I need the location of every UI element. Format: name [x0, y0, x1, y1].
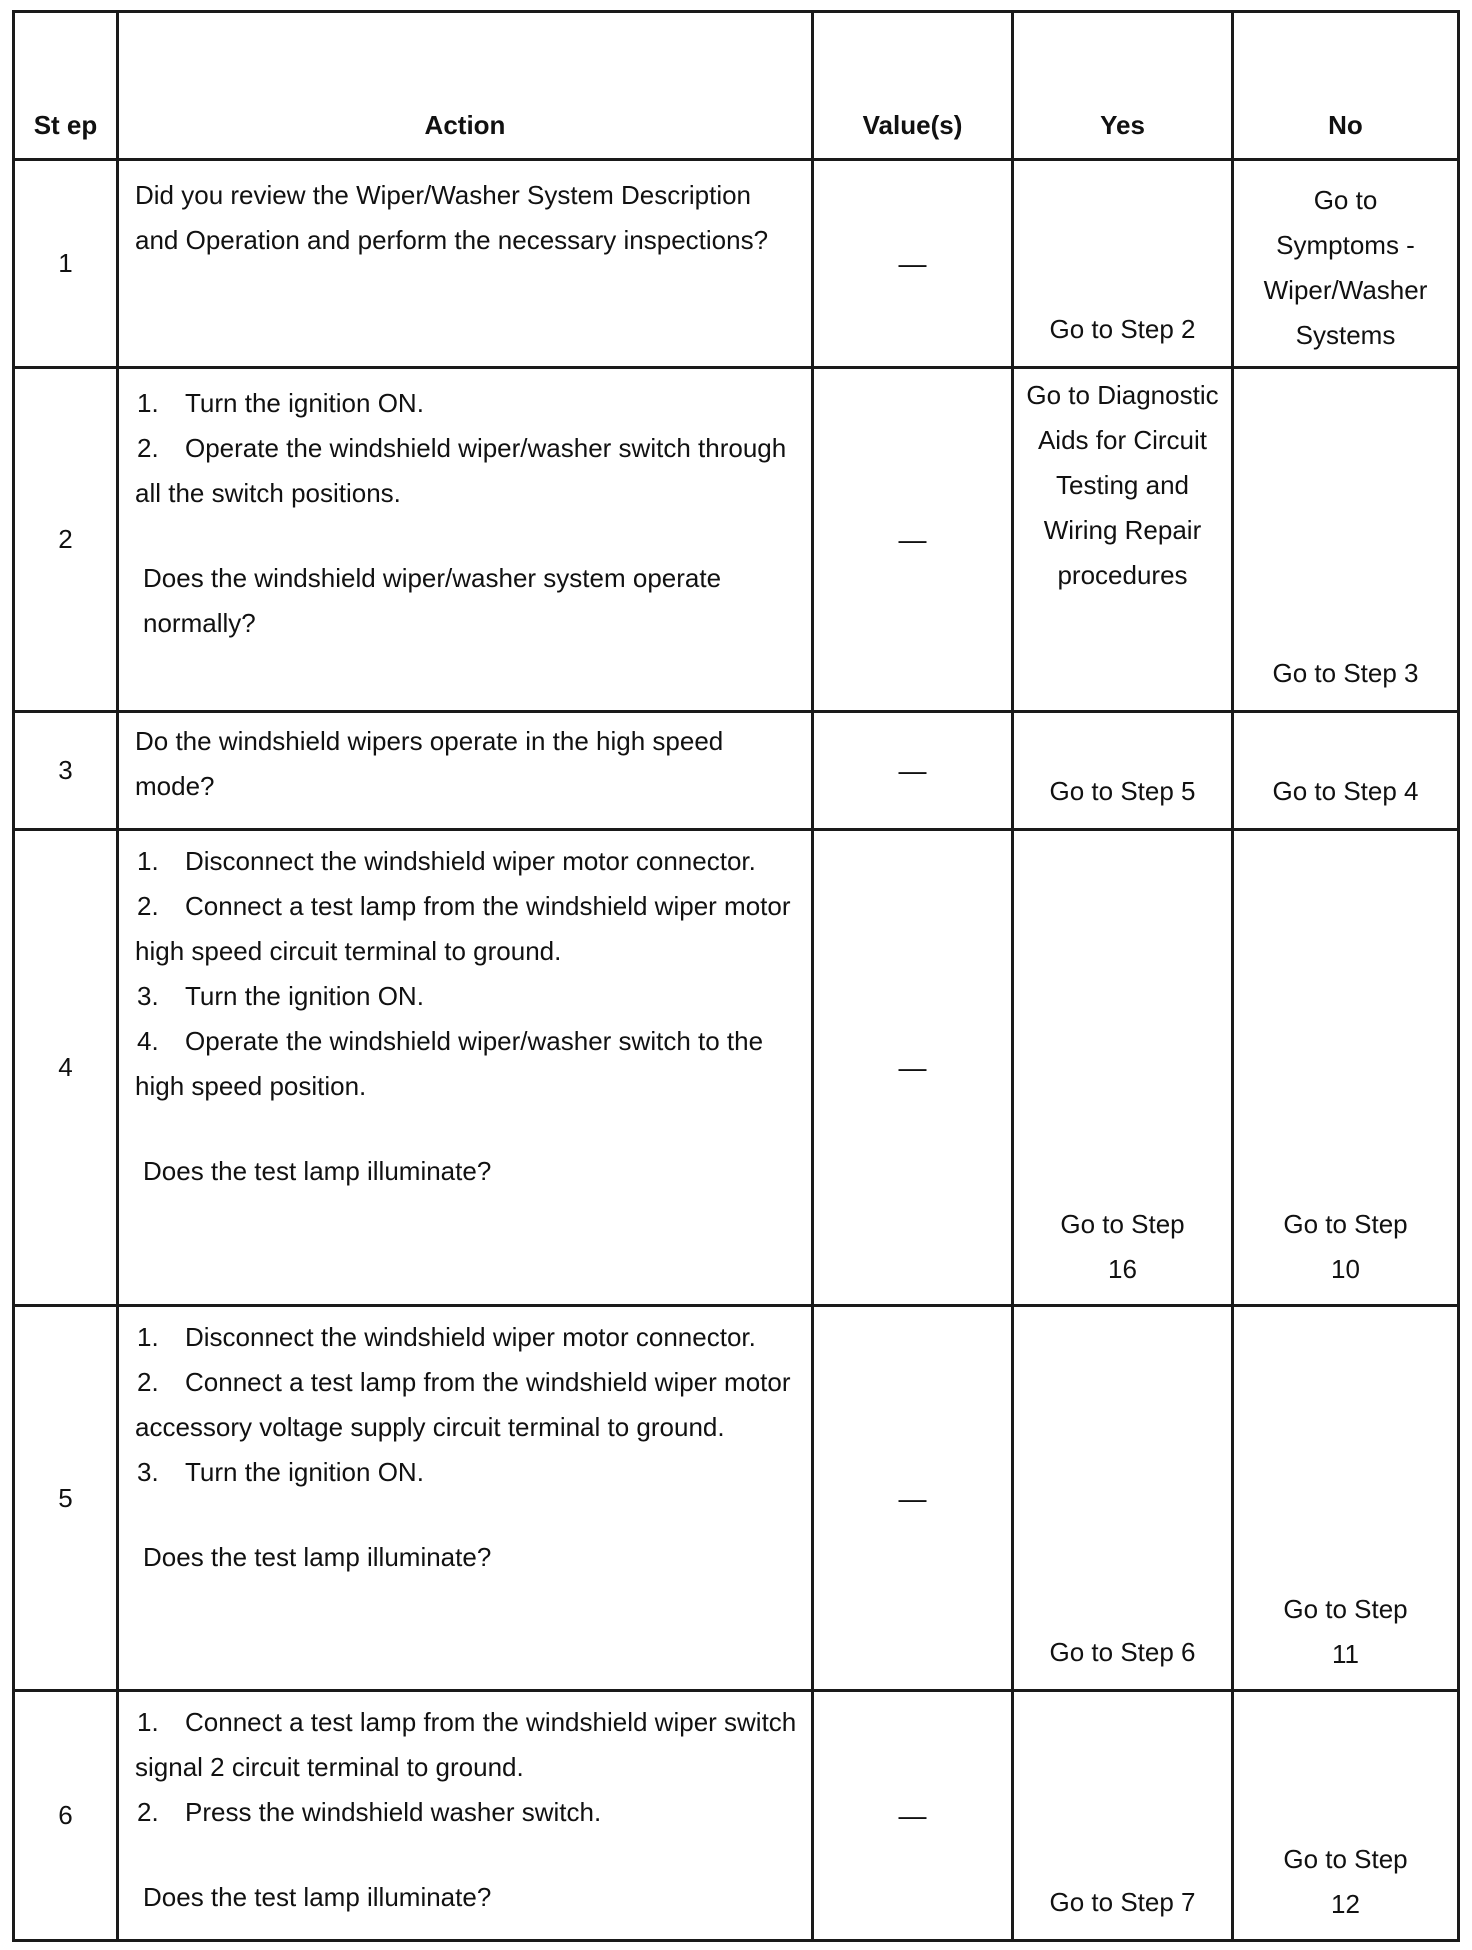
step-number: 2 — [14, 368, 118, 712]
action-cell — [118, 712, 813, 830]
list-item: 4. Operate the windshield wiper/washer switch to the high speed position. — [135, 1026, 764, 1101]
table-row — [14, 712, 1459, 830]
yes-cell: Go to Step 2 — [1013, 160, 1233, 368]
no-cell: Go to Symptoms - Wiper/Washer Systems — [1233, 160, 1459, 368]
list-item: 1. Connect a test lamp from the windshield wiper switch signal 2 circuit terminal to ground. — [135, 1707, 797, 1782]
header-action: Action — [118, 12, 813, 160]
yes-cell: Go to Step 5 — [1013, 712, 1233, 830]
list-item: 1. Disconnect the windshield wiper motor connector. — [137, 846, 756, 876]
diagnostic-table — [12, 10, 1460, 1942]
action-text: Do the windshield wipers operate in the high speed mode? — [135, 726, 724, 801]
action-question: Does the test lamp illuminate? — [143, 1542, 492, 1572]
header-yes: Yes — [1013, 12, 1233, 160]
yes-cell: Go to Step 7 — [1013, 1691, 1233, 1941]
header-row — [14, 12, 1459, 160]
action-cell — [118, 830, 813, 1306]
list-item: 2. Operate the windshield wiper/washer switch through all the switch positions. — [135, 433, 787, 508]
value-cell: — — [813, 1691, 1013, 1941]
action-cell — [118, 1691, 813, 1941]
list-item: 1. Disconnect the windshield wiper motor connector. — [137, 1322, 756, 1352]
action-text: Did you review the Wiper/Washer System Description and Operation and perform the necessary inspections? — [135, 180, 769, 255]
action-question: Does the windshield wiper/washer system operate normally? — [143, 563, 722, 638]
action-cell — [118, 368, 813, 712]
list-item: 3. Turn the ignition ON. — [137, 1457, 424, 1487]
yes-cell: Go to Step 16 — [1013, 830, 1233, 1306]
value-cell: — — [813, 160, 1013, 368]
no-cell: Go to Step 3 — [1233, 368, 1459, 712]
value-cell: — — [813, 712, 1013, 830]
value-cell: — — [813, 830, 1013, 1306]
list-item: 2. Connect a test lamp from the windshield wiper motor high speed circuit terminal to ground. — [135, 891, 791, 966]
table-row — [14, 368, 1459, 712]
action-cell — [118, 1306, 813, 1691]
list-item: 2. Press the windshield washer switch. — [137, 1797, 602, 1827]
table-row — [14, 830, 1459, 1306]
action-cell — [118, 160, 813, 368]
step-number: 1 — [14, 160, 118, 368]
no-cell: Go to Step 10 — [1233, 830, 1459, 1306]
table-row — [14, 1306, 1459, 1691]
value-cell: — — [813, 368, 1013, 712]
step-number: 5 — [14, 1306, 118, 1691]
step-number: 6 — [14, 1691, 118, 1941]
yes-cell: Go to Step 6 — [1013, 1306, 1233, 1691]
list-item: 3. Turn the ignition ON. — [137, 981, 424, 1011]
header-values: Value(s) — [813, 12, 1013, 160]
list-item: 1. Turn the ignition ON. — [137, 388, 424, 418]
no-cell: Go to Step 11 — [1233, 1306, 1459, 1691]
action-question: Does the test lamp illuminate? — [143, 1882, 492, 1912]
step-number: 3 — [14, 712, 118, 830]
header-step: St ep — [14, 12, 118, 160]
table-row — [14, 160, 1459, 368]
list-item: 2. Connect a test lamp from the windshield wiper motor accessory voltage supply circuit terminal to ground. — [135, 1367, 791, 1442]
no-cell: Go to Step 12 — [1233, 1691, 1459, 1941]
no-cell: Go to Step 4 — [1233, 712, 1459, 830]
value-cell: — — [813, 1306, 1013, 1691]
yes-cell: Go to Diagnostic Aids for Circuit Testing and Wiring Repair procedures — [1013, 368, 1233, 712]
action-question: Does the test lamp illuminate? — [143, 1156, 492, 1186]
header-no: No — [1233, 12, 1459, 160]
step-number: 4 — [14, 830, 118, 1306]
table-row — [14, 1691, 1459, 1941]
